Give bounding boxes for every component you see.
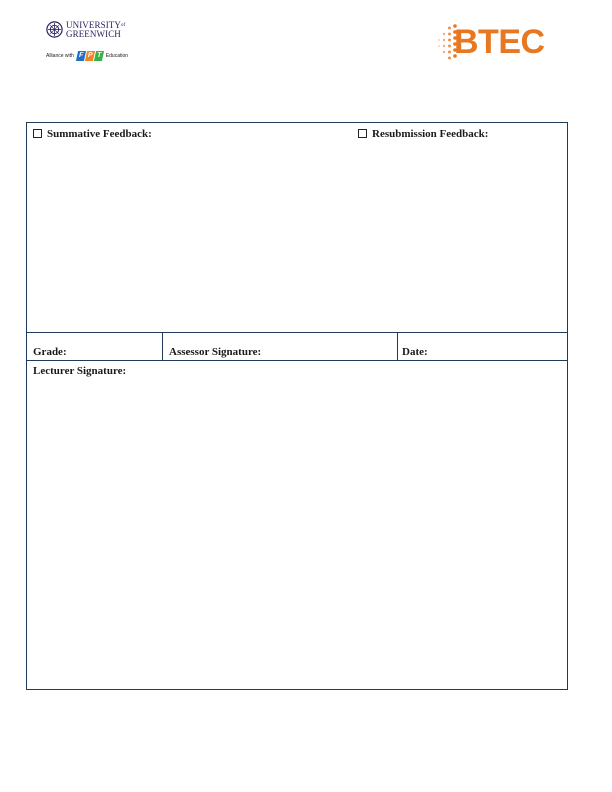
assessor-signature-label: Assessor Signature:: [169, 346, 262, 358]
date-label: Date:: [402, 346, 428, 358]
btec-logo: [436, 22, 558, 64]
signature-cell-divider: [397, 332, 398, 360]
btec-wordmark: BTEC: [454, 23, 545, 61]
university-name: [66, 21, 125, 39]
university-seal-icon: [46, 21, 63, 38]
resubmission-feedback-checkbox[interactable]: [358, 129, 367, 138]
summative-feedback-checkbox[interactable]: [33, 129, 42, 138]
lecturer-signature-label: Lecturer Signature:: [33, 365, 127, 377]
summative-feedback-option[interactable]: [33, 128, 152, 141]
summative-feedback-label: Summative Feedback:: [47, 128, 152, 140]
grade-row-divider: [27, 360, 567, 361]
university-of-word: of: [121, 23, 126, 28]
alliance-prefix: Alliance with: [46, 53, 74, 59]
university-of-greenwich-logo: [46, 20, 156, 64]
feedback-form: [26, 122, 568, 690]
university-word: UNIVERSITY: [66, 20, 121, 30]
feedback-section-divider: [27, 332, 567, 333]
alliance-suffix: Education: [105, 53, 129, 59]
university-city: GREENWICH: [66, 29, 121, 39]
alliance-line: [46, 50, 128, 62]
resubmission-feedback-label: Resubmission Feedback:: [372, 128, 489, 140]
grade-label: Grade:: [33, 346, 67, 358]
grade-cell-divider: [162, 332, 163, 360]
resubmission-feedback-option[interactable]: [358, 128, 488, 141]
fpt-logo: F P T: [77, 51, 103, 61]
